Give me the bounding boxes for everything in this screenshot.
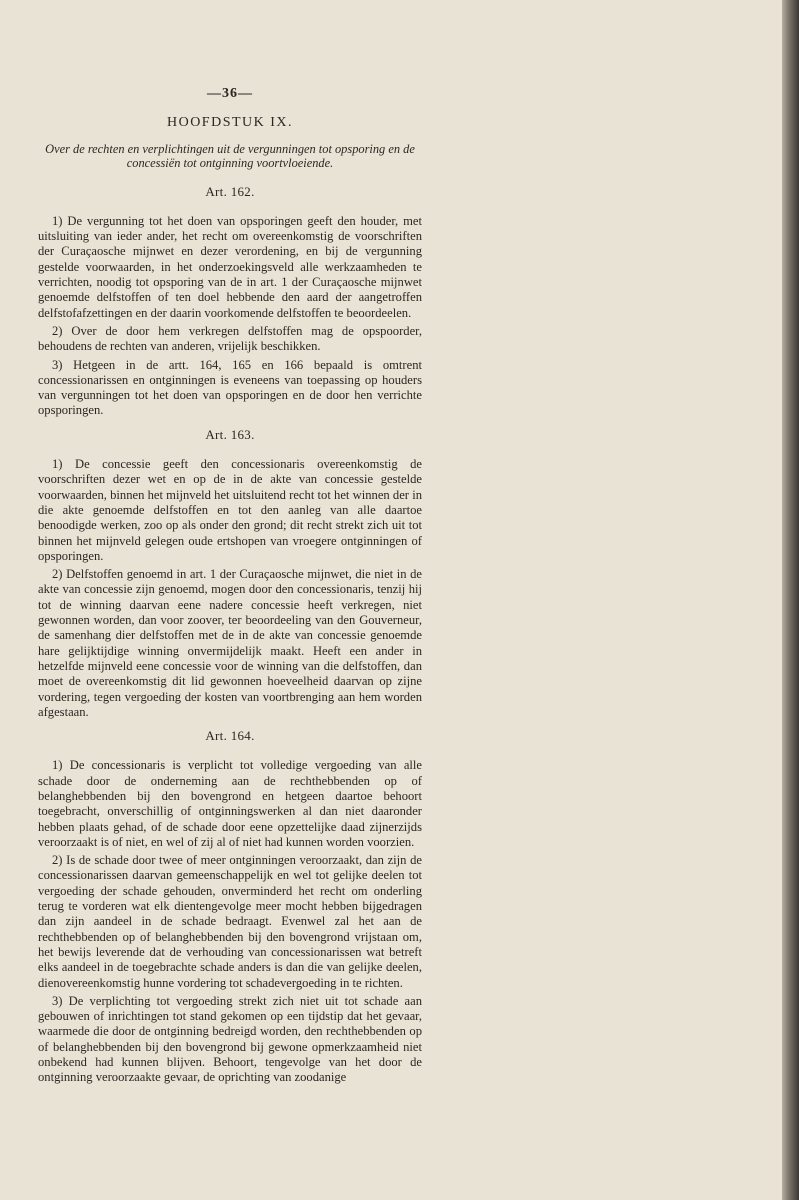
chapter-subtitle: Over de rechten en verplichtingen uit de vergunningen tot opsporing en de concessiën tot ontginning voortvloeiende. — [45, 141, 415, 171]
article-heading: Art. 164. — [205, 728, 255, 744]
article-paragraph: 3) De verplichting tot vergoeding strekt zich niet uit tot schade aan gebouwen of inrichtingen tot stand gekomen op een tijdstip dat het gevaar, waarmede die door de ontginning bedreigd worden, den rechthebbenden op of belanghebbenden bij den bovengrond bij gewone opmerkzaamheid niet onbekend had kunnen blijven. Behoort, tengevolge van het door de ontginning veroorzaakte gevaar, de oprichting van zoodanige — [38, 993, 422, 1085]
article-paragraph: 1) De vergunning tot het doen van opsporingen geeft den houder, met uitsluiting van ieder ander, het recht om overeenkomstig de voorschriften der Curaçaosche mijnwet en dezer verordening, en bij de vergunning gestelde voorwaarden, in het onderzoekingsveld alle werkzaamheden te verrichten, noodig tot opsporing van de in art. 1 der Curaçaosche mijnwet genoemde delfstoffen of ten doel hebbende den aard der aangetroffen delfstofafzettingen en der daarin voorkomende delfstoffen te beoordeelen. — [38, 213, 422, 320]
article-163 — [38, 427, 422, 720]
article-paragraph: 2) Over de door hem verkregen delfstoffen mag de opspoorder, behoudens de rechten van anderen, vrijelijk beschikken. — [38, 323, 422, 354]
article-heading: Art. 162. — [205, 183, 255, 199]
article-heading: Art. 163. — [205, 426, 255, 442]
text-column — [38, 86, 422, 1089]
article-paragraph: 1) De concessionaris is verplicht tot volledige vergoeding van alle schade door de onderneming aan de rechthebbenden op of belanghebbenden bij den bovengrond en hetgeen daartoe behoort toegebracht, onverschillig of ontginningswerken al dan niet daaronder hebben plaats gehad, of de schade door eene opzettelijke daad zijnerzijds veroorzaakt is of niet, en wel of zij al of niet had kunnen worden voorzien. — [38, 758, 422, 849]
article-paragraph: 2) Delfstoffen genoemd in art. 1 der Curaçaosche mijnwet, die niet in de akte van concessie zijn genoemd, mogen door den concessionaris, tenzij hij tot de winning daarvan eene nadere concessie heeft verkregen, niet gewonnen worden, dan voor zoover, ter beoordeeling van den Gouverneur, de samenhang dier delfstoffen met de in de akte van concessie genoemde hare gelijktijdige winning onvermijdelijk maakt. Heeft een ander in hetzelfde mijnveld eene concessie voor de winning van die delfstoffen, dan moet de overeenkomstig dit lid gewonnen hoeveelheid daarvan op zijne vordering, tegen vergoeding der kosten van voortbrenging aan hem worden afgestaan. — [38, 567, 422, 719]
article-164 — [38, 728, 422, 1086]
article-paragraph: 2) Is de schade door twee of meer ontginningen veroorzaakt, dan zijn de concessionarissen daarvan gemeenschappelijk en wel tot gelijke deelen tot vergoeding der schade gehouden, onverminderd het recht om onderling terug te vorderen wat elk dientengevolge meer mocht hebben bijgedragen dan zijn aandeel in de schade bedraagt. Evenwel zal het aan de rechthebbenden op of belanghebbenden bij den bovengrond vrijstaan om, het bewijs leverende dat de verhouding van concessionarissen wat betreft elks aandeel in de toegebrachte schade anders is dan die van gelijke deelen, dienovereenkomstig hunne vordering tot schadevergoeding in te richten. — [38, 853, 422, 990]
article-paragraph: 1) De concessie geeft den concessionaris overeenkomstig de voorschriften dezer wet en op de in de akte van concessie gestelde voorwaarden, binnen het mijnveld het uitsluitend recht tot het winnen der in die akte genoemde delfstoffen en tot den aanleg van alle daartoe benoodigde werken, zoo op als onder den grond; dit recht strekt zich uit tot binnen het mijnveld gelegen oude ertshopen van vroegere ontginningen of opsporingen. — [38, 457, 422, 563]
article-paragraph: 3) Hetgeen in de artt. 164, 165 en 166 bepaald is omtrent concessionarissen en ontginningen is eveneens van toepassing op houders van vergunningen tot het doen van opsporingen en de door hen verrichte opsporingen. — [38, 357, 422, 418]
article-162 — [38, 184, 422, 419]
book-binding-edge — [782, 0, 799, 1200]
page-number: —36— — [207, 86, 253, 101]
chapter-title: HOOFDSTUK IX. — [166, 115, 294, 131]
